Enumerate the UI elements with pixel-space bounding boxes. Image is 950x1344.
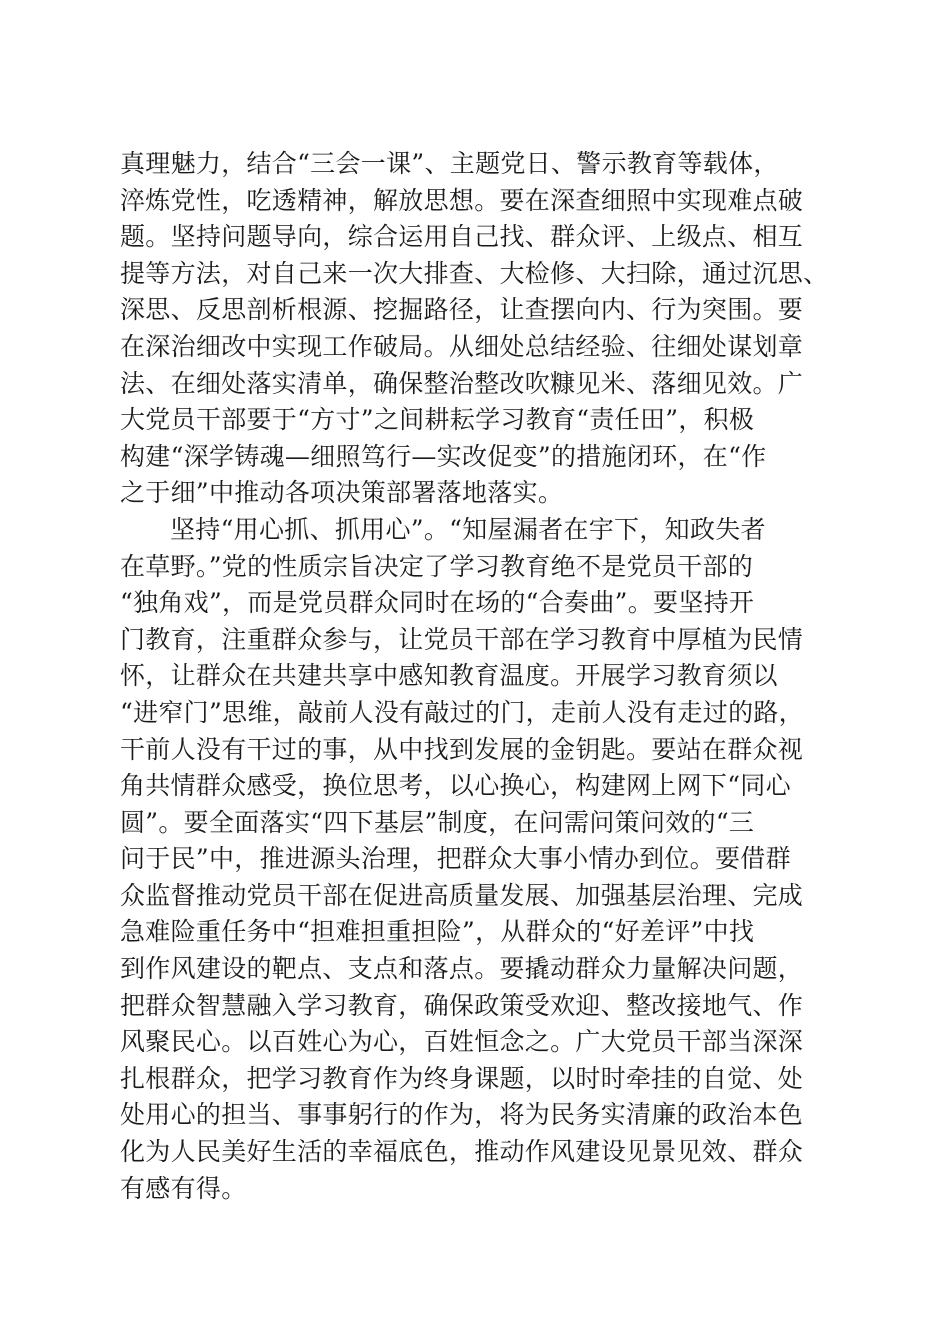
text-line: 法、在细处落实清单，确保整治整改吹糠见米、落细见效。广 (120, 368, 804, 398)
text-line: 提等方法，对自己来一次大排查、大检修、大扫除，通过沉思、 (120, 258, 829, 288)
text-line: 风聚民心。以百姓心为心，百姓恒念之。广大党员干部当深深 (120, 1027, 804, 1057)
text-line: 急难险重任务中“担难担重担险”，从群众的“好差评”中找 (120, 917, 755, 947)
text-line: 到作风建设的靶点、支点和落点。要撬动群众力量解决问题， (120, 954, 804, 984)
text-line-first-indented: 坚持“用心抓、抓用心”。“知屋漏者在宇下，知政失者 (170, 514, 766, 544)
paragraph-2 (120, 512, 850, 1207)
text-line: 真理魅力，结合“三会一课”、主题党日、警示教育等载体， (120, 149, 779, 178)
text-line: 门教育，注重群众参与，让党员干部在学习教育中厚植为民情 (120, 624, 804, 654)
text-line: 众监督推动党员干部在促进高质量发展、加强基层治理、完成 (120, 880, 804, 910)
text-line: 角共情群众感受，换位思考，以心换心，构建网上网下“同心 (120, 771, 791, 801)
text-line: 把群众智慧融入学习教育，确保政策受欢迎、整改接地气、作 (120, 990, 804, 1020)
text-line: 怀，让群众在共建共享中感知教育温度。开展学习教育须以 (120, 661, 778, 691)
text-line: 化为人民美好生活的幸福底色，推动作风建设见景见效、群众 (120, 1137, 804, 1167)
text-line: 处用心的担当、事事躬行的作为，将为民务实清廉的政治本色 (120, 1100, 804, 1130)
text-line: 之于细”中推动各项决策部署落地落实。 (120, 478, 564, 508)
text-line: 淬炼党性，吃透精神，解放思想。要在深查细照中实现难点破 (120, 185, 804, 215)
text-line: “独角戏”，而是党员群众同时在场的“合奏曲”。要坚持开 (120, 588, 755, 618)
text-line: 干前人没有干过的事，从中找到发展的金钥匙。要站在群众视 (120, 734, 804, 764)
text-line: 在深治细改中实现工作破局。从细处总结经验、往细处谋划章 (120, 331, 804, 361)
text-line: 问于民”中，推进源头治理，把群众大事小情办到位。要借群 (120, 844, 791, 874)
text-line: 构建“深学铸魂—细照笃行—实改促变”的措施闭环，在“作 (120, 441, 767, 471)
text-line: 深思、反思剖析根源、挖掘路径，让查摆向内、行为突围。要 (120, 295, 804, 325)
text-line: 圆”。要全面落实“四下基层”制度，在问需问策问效的“三 (120, 807, 755, 837)
text-line: 扎根群众，把学习教育作为终身课题，以时时牵挂的自觉、处 (120, 1063, 804, 1093)
paragraph-1 (120, 146, 850, 512)
document-body (120, 146, 850, 1207)
text-line: “进窄门”思维，敲前人没有敲过的门，走前人没有走过的路， (120, 697, 804, 727)
text-line: 在草野。”党的性质宗旨决定了学习教育绝不是党员干部的 (120, 551, 754, 581)
text-line: 有感有得。 (120, 1173, 247, 1203)
text-line: 大党员干部要于“方寸”之间耕耘学习教育“责任田”，积极 (120, 405, 755, 435)
text-line: 题。坚持问题导向，综合运用自己找、群众评、上级点、相互 (120, 222, 804, 252)
